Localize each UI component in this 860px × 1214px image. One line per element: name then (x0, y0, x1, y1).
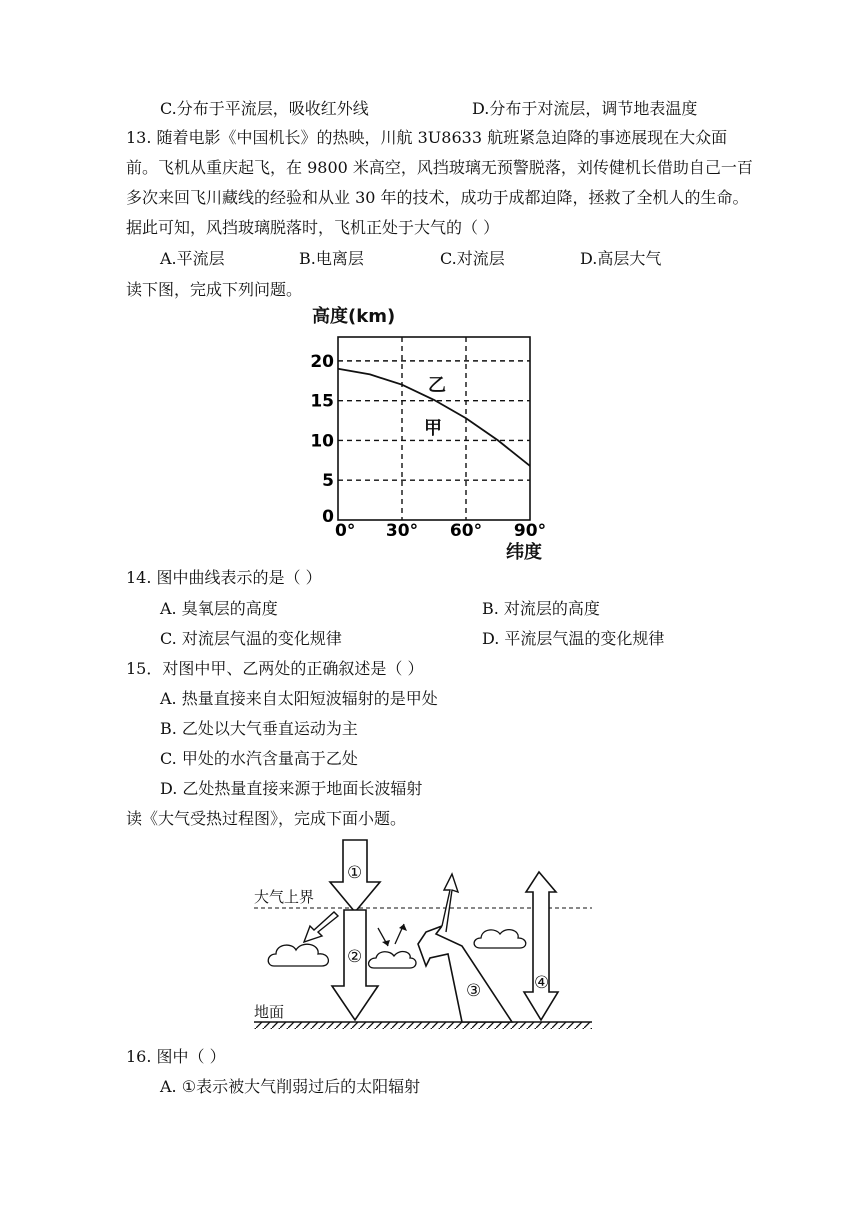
q12-option-c: C.分布于平流层，吸收红外线 (160, 99, 369, 118)
q14-option-d: D. 平流层气温的变化规律 (482, 629, 665, 648)
ground-hatch (254, 1022, 592, 1029)
q12-option-d: D.分布于对流层，调节地表温度 (472, 99, 698, 118)
annotation-jia: 甲 (424, 418, 442, 439)
q14-stem: 14. 图中曲线表示的是（ ） (126, 568, 322, 587)
marker-2: ② (347, 947, 363, 967)
chart-ytick-label: 5 (322, 471, 334, 492)
q13-line-1: 13. 随着电影《中国机长》的热映，川航 3U8633 航班紧急迫降的事迹展现在大众面 (126, 128, 728, 147)
q14-option-c: C. 对流层气温的变化规律 (160, 629, 342, 648)
intro-chart: 读下图，完成下列问题。 (126, 280, 303, 299)
ground-label: 地面 (254, 1003, 285, 1021)
arrow-4-counter-radiation (524, 872, 558, 1020)
marker-4: ④ (534, 973, 550, 993)
q14-option-b: B. 对流层的高度 (482, 599, 600, 618)
q14-option-a: A. 臭氧层的高度 (160, 599, 278, 618)
q13-line-4: 据此可知，风挡玻璃脱落时，飞机正处于大气的（ ） (126, 218, 500, 237)
arrow-3-escape-branch (442, 874, 458, 932)
q13-line-2: 前。飞机从重庆起飞，在 9800 米高空，风挡玻璃无预警脱落，刘传健机长借助自己一百 (126, 158, 753, 177)
q15-option-b: B. 乙处以大气垂直运动为主 (160, 719, 358, 738)
marker-3: ③ (466, 981, 482, 1001)
q15-option-c: C. 甲处的水汽含量高于乙处 (160, 749, 358, 768)
q13-option-c: C.对流层 (440, 249, 505, 268)
q13-option-d: D.高层大气 (580, 249, 662, 268)
q15-option-a: A. 热量直接来自太阳短波辐射的是甲处 (160, 689, 438, 708)
chart-ytick-label: 15 (310, 391, 334, 412)
chart-xtick-label: 60° (449, 521, 483, 541)
q15-stem: 15．对图中甲、乙两处的正确叙述是（ ） (126, 659, 424, 678)
chart-ytick-label: 20 (310, 351, 334, 372)
q13-option-b: B.电离层 (299, 249, 364, 268)
q15-option-d: D. 乙处热量直接来源于地面长波辐射 (160, 779, 423, 798)
annotation-yi: 乙 (428, 375, 446, 396)
chart-ylabel: 高度(km) (312, 306, 396, 327)
chart-xlabel: 纬度 (506, 542, 542, 563)
q13-line-3: 多次来回飞川藏线的经验和从业 30 年的技术，成功于成都迫降，拯救了全机人的生命。 (126, 188, 749, 207)
atmosphere-top-label: 大气上界 (254, 888, 315, 906)
chart-xtick-label: 90° (513, 521, 547, 541)
chart-xtick-label: 0° (335, 521, 356, 541)
atmosphere-heating-diagram (240, 836, 600, 1036)
arrow-reflection-cloud (304, 912, 338, 942)
q13-option-a: A.平流层 (160, 249, 225, 268)
q16-stem: 16. 图中（ ） (126, 1047, 226, 1066)
cloud-middle (369, 952, 416, 968)
cloud-right (474, 930, 526, 948)
marker-1: ① (347, 863, 363, 883)
chart-ytick-label: 0 (322, 507, 334, 527)
altitude-latitude-chart (300, 300, 570, 565)
chart-ytick-label: 10 (310, 431, 334, 452)
q16-option-a: A. ①表示被大气削弱过后的太阳辐射 (160, 1077, 421, 1096)
cloud-left (268, 944, 328, 966)
intro-diagram: 读《大气受热过程图》，完成下面小题。 (126, 809, 407, 828)
chart-xtick-label: 30° (385, 521, 419, 541)
